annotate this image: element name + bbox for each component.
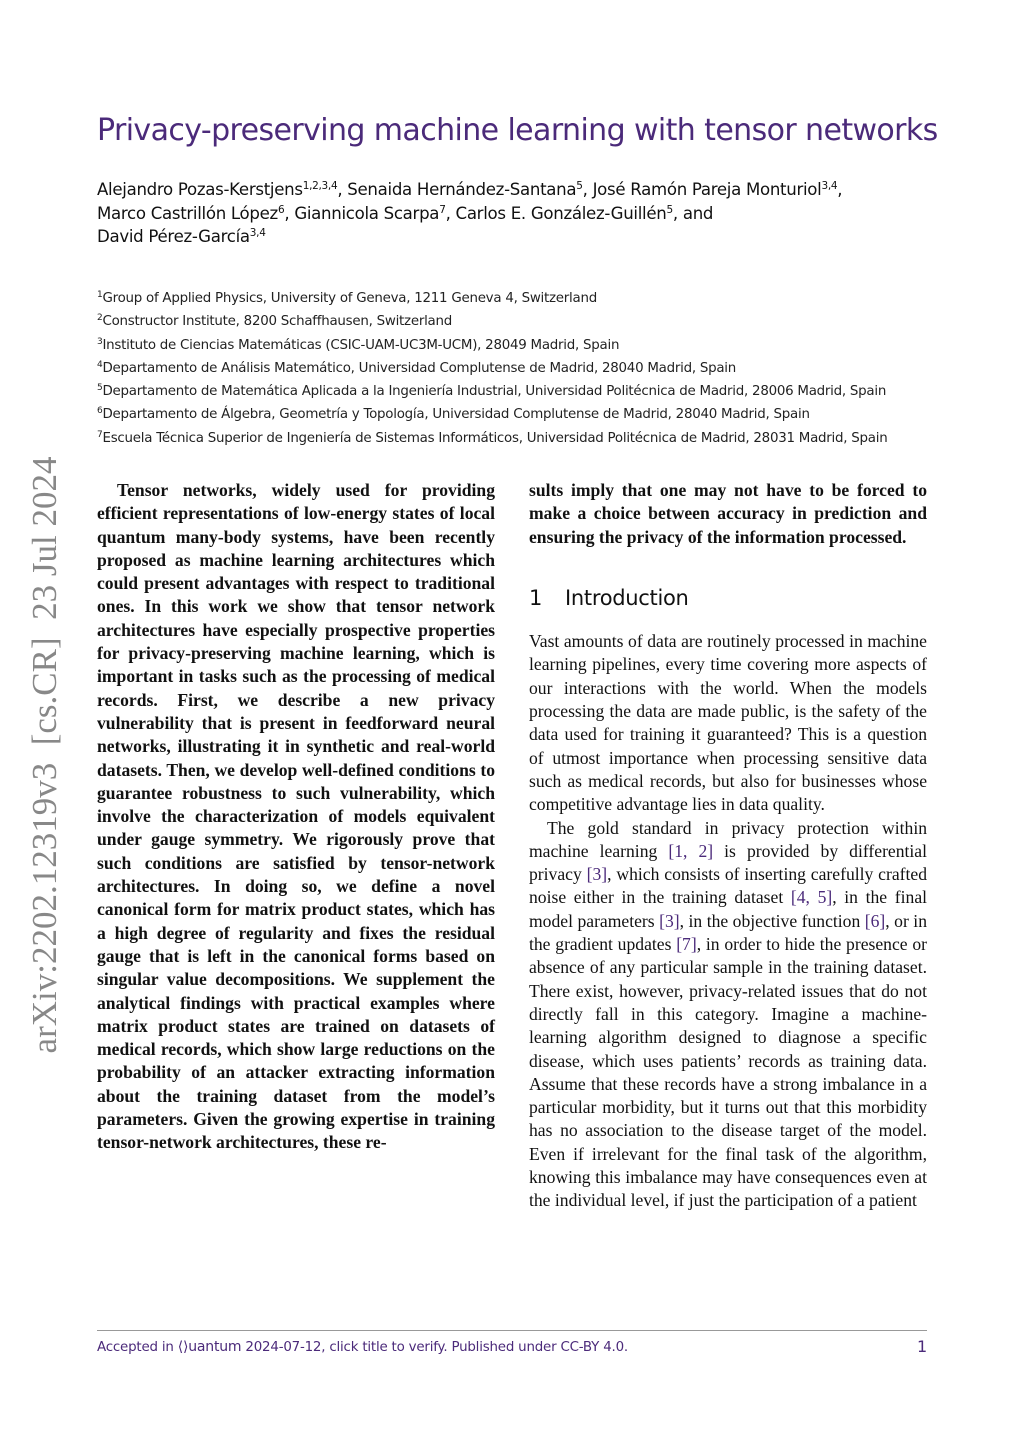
footer-divider <box>97 1330 927 1331</box>
author <box>456 204 714 223</box>
affiliation-text: Group of Applied Physics, University of Geneva, 1211 Geneva 4, Switzerland <box>102 291 597 306</box>
author <box>347 180 592 199</box>
author-separator: , <box>837 180 843 199</box>
author-name: José Ramón Pareja Monturiol <box>592 180 822 199</box>
affiliation <box>97 310 937 333</box>
paragraph: Vast amounts of data are routinely processed in machine learning pipelines, every time covering more aspects of our interactions with the world. When the models processing the data are made public, is the safety of the data used for training it guaranteed? This is a question of utmost importance when processing sensitive data such as medical records, but also for businesses whose competitive advantage lies in data quality. <box>529 631 927 815</box>
affiliation-text: Instituto de Ciencias Matemáticas (CSIC-UAM-UC3M-UCM), 28049 Madrid, Spain <box>102 337 620 353</box>
abstract-part-2: sults imply that one may not have to be forced to make a choice between accuracy in prediction and ensuring the privacy of the information processed. <box>529 480 927 547</box>
citation-link[interactable]: [7] <box>676 934 697 955</box>
author <box>97 204 294 223</box>
author-affiliation-marker: 3,4 <box>249 227 266 239</box>
intro-body <box>529 630 927 1212</box>
citation-link[interactable]: [3] <box>586 864 608 885</box>
affiliation-text: Departamento de Análisis Matemático, Universidad Complutense de Madrid, 28040 Madrid, Spain <box>102 360 737 376</box>
abstract-part-1: Tensor networks, widely used for providing efficient representations of low-energy states of local quantum many-body systems, have been recently proposed as machine learning architectures which could present advantages with respect to traditional ones. In this work we show that tensor network architectures have especially prospective properties for privacy-preserving machine learning, which is important in tasks such as the processing of medical records. First, we describe a new privacy vulnerability that is present in feedforward neural networks, illustrating it in synthetic and real-world datasets. Then, we develop well-defined conditions to guarantee robustness to such vulnerability, which involve the characterization of models equivalent under gauge symmetry. We rigorously prove that such conditions are satisfied by tensor-network architectures. In doing so, we define a novel canonical form for matrix product states, which has a high degree of regularity and fixes the residual gauge that is left in the canonical forms based on singular value decompositions. We supplement the analytical findings with practical examples where matrix product states are trained on datasets of medical records, which show large reductions on the probability of an attacker extracting information about the training dataset from the model’s parameters. Given the growing expertise in training tensor-network architectures, these re- <box>97 480 495 1153</box>
citation-link[interactable]: [1, 2] <box>668 840 714 861</box>
affiliation-number: 7 <box>97 429 103 440</box>
affiliation-text: Constructor Institute, 8200 Schaffhausen, Switzerland <box>102 314 452 330</box>
author-separator: , <box>337 180 348 199</box>
author-name: Giannicola Scarpa <box>294 203 440 223</box>
text-segment: The gold standard in privacy protection within machine learning <box>529 817 927 861</box>
right-column <box>529 479 927 1213</box>
affiliation-number: 3 <box>97 336 103 347</box>
affiliation-text: Departamento de Álgebra, Geometría y Topología, Universidad Complutense de Madrid, 28040 Madrid, Spain <box>102 407 810 423</box>
author-list <box>97 178 927 249</box>
text-segment: , which consists of inserting carefully crafted noise either in the training dataset <box>529 864 928 908</box>
affiliation <box>97 357 937 380</box>
author-name: Senaida Hernández-Santana <box>347 180 577 199</box>
text-segment: is provided by differential privacy <box>529 840 928 885</box>
author-separator: , <box>284 203 295 223</box>
text-segment: , in order to hide the presence or absence of any particular sample in the training dataset. There exist, however, privacy-related issues that do not directly fall in this category. Imagine a machine-learning algorithm designed to diagnose a specific disease, which uses patients’ records as training data. Assume that these records have a strong imbalance in a particular morbidity, but it turns out that this morbidity has no association to the disease target of the model. Even if irrelevant for the final task of the algorithm, knowing this imbalance may have consequences even at the individual level, if just the participation of a patient <box>529 934 927 1211</box>
author-name: Carlos E. González-Guillén <box>455 203 667 223</box>
author-separator: , and <box>672 203 714 223</box>
author <box>294 204 455 223</box>
author <box>593 180 843 199</box>
author-affiliation-marker: 3,4 <box>821 180 838 192</box>
author-name: David Pérez-García <box>97 227 250 246</box>
citation-link[interactable]: [3] <box>659 910 680 931</box>
affiliation <box>97 380 937 403</box>
author-separator: , <box>582 180 593 199</box>
quantum-journal-logo[interactable]: ⟨⟩uantum <box>177 1339 242 1355</box>
arxiv-stamp[interactable]: arXiv:2202.12319v3 [cs.CR] 23 Jul 2024 <box>25 456 64 1054</box>
footer-prefix: Accepted in <box>97 1340 178 1355</box>
page-number: 1 <box>917 1337 927 1356</box>
text-segment: , or in the gradient updates <box>529 910 927 955</box>
affiliation-text: Departamento de Matemática Aplicada a la Ingeniería Industrial, Universidad Politécnica de Madrid, 28006 Madrid, Spain <box>102 384 887 400</box>
paper-title[interactable]: Privacy-preserving machine learning with tensor networks <box>97 113 938 148</box>
citation-link[interactable]: [6] <box>864 910 886 931</box>
affiliation <box>97 287 937 310</box>
section-heading <box>529 587 927 610</box>
author-name: Marco Castrillón López <box>97 203 278 223</box>
author-affiliation-marker: 7 <box>439 203 446 216</box>
footer-text[interactable]: 2024-07-12, click title to verify. Published under CC-BY 4.0. <box>241 1340 628 1355</box>
left-column <box>97 479 495 1155</box>
section-title: Introduction <box>565 585 689 610</box>
text-segment: , in the final model parameters <box>529 887 928 931</box>
text-segment: , in the objective function <box>679 910 865 931</box>
author-affiliation-marker: 1,2,3,4 <box>302 180 338 192</box>
affiliation <box>97 427 937 450</box>
footer <box>97 1339 927 1355</box>
author-affiliation-marker: 5 <box>666 203 673 216</box>
affiliation-number: 5 <box>97 383 103 394</box>
affiliation <box>97 403 937 426</box>
affiliation-list <box>97 287 937 450</box>
paragraph <box>529 817 927 1213</box>
affiliation-text: Escuela Técnica Superior de Ingeniería de Sistemas Informáticos, Universidad Politécnica de Madrid, 28031 Madrid, Spain <box>102 430 888 446</box>
section-number: 1 <box>529 585 543 610</box>
author-name: Alejandro Pozas-Kerstjens <box>97 180 303 199</box>
affiliation-number: 6 <box>97 406 103 417</box>
affiliation-number: 4 <box>97 359 103 370</box>
author-separator: , <box>445 203 456 223</box>
citation-link[interactable]: [4, 5] <box>790 887 833 908</box>
affiliation-number: 1 <box>97 290 103 300</box>
author <box>97 180 347 199</box>
affiliation-number: 2 <box>97 313 103 324</box>
author <box>97 227 266 246</box>
affiliation <box>97 334 937 357</box>
author-affiliation-marker: 5 <box>576 180 583 192</box>
author-affiliation-marker: 6 <box>277 203 285 216</box>
